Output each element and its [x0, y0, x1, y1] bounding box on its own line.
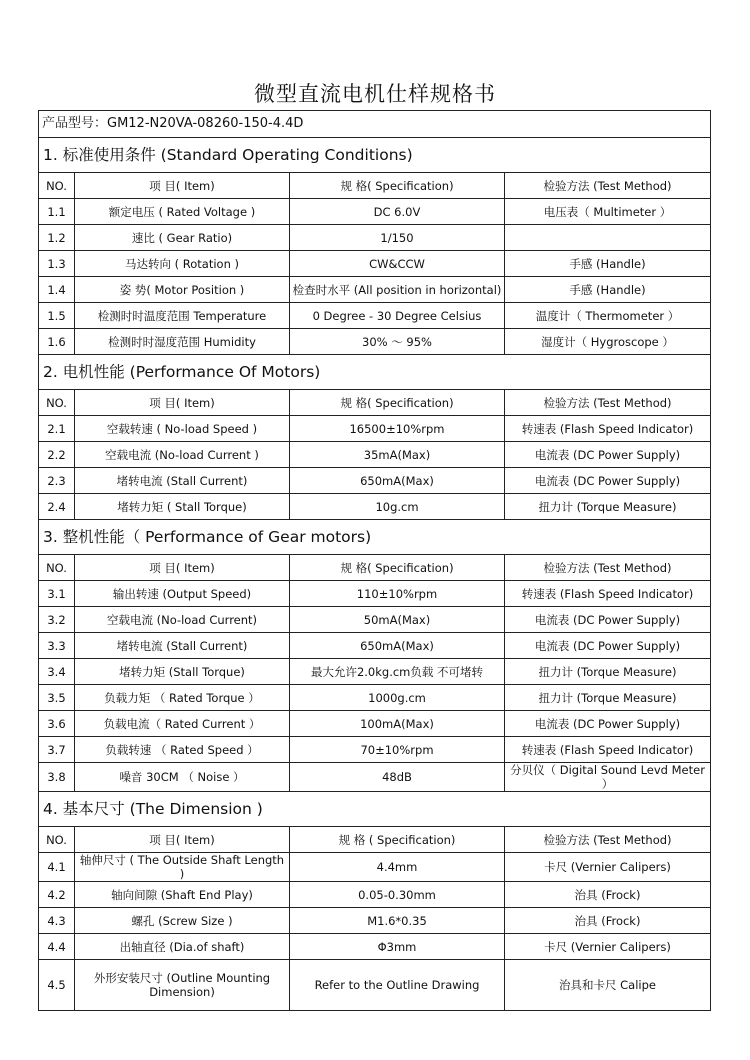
header-item: 项 目( Item)	[75, 827, 290, 853]
specification-value: 检查时水平 (All position in horizontal)	[290, 277, 505, 303]
item-number: 3.2	[39, 607, 75, 633]
test-method: 湿度计（ Hygroscope ）	[505, 329, 711, 355]
item-name: 速比 ( Gear Ratio)	[75, 225, 290, 251]
item-number: 2.3	[39, 468, 75, 494]
test-method: 电流表 (DC Power Supply)	[505, 607, 711, 633]
specification-value: 0.05-0.30mm	[290, 882, 505, 908]
specification-value: CW&CCW	[290, 251, 505, 277]
table-row	[39, 763, 711, 792]
test-method: 扭力计 (Torque Measure)	[505, 494, 711, 520]
header-specification: 规 格( Specification)	[290, 390, 505, 416]
header-no: NO.	[39, 173, 75, 199]
table-row	[39, 908, 711, 934]
test-method: 扭力计 (Torque Measure)	[505, 685, 711, 711]
item-name: 姿 势( Motor Position )	[75, 277, 290, 303]
item-name: 轴向间隙 (Shaft End Play)	[75, 882, 290, 908]
table-row	[39, 633, 711, 659]
table-row	[39, 416, 711, 442]
test-method: 转速表 (Flash Speed Indicator)	[505, 416, 711, 442]
table-header-row	[39, 555, 711, 581]
specification-value: M1.6*0.35	[290, 908, 505, 934]
table-row	[39, 251, 711, 277]
model-number: 产品型号：GM12-N20VA-08260-150-4.4D	[39, 111, 711, 138]
test-method: 治具 (Frock)	[505, 882, 711, 908]
item-name: 堵转力矩 (Stall Torque)	[75, 659, 290, 685]
section-title-row	[39, 138, 711, 173]
item-number: 2.2	[39, 442, 75, 468]
table-row	[39, 685, 711, 711]
item-number: 4.4	[39, 934, 75, 960]
specification-value: 650mA(Max)	[290, 468, 505, 494]
specification-value: 16500±10%rpm	[290, 416, 505, 442]
test-method: 卡尺 (Vernier Calipers)	[505, 934, 711, 960]
section-title-row	[39, 355, 711, 390]
table-row	[39, 934, 711, 960]
table-row	[39, 853, 711, 882]
section-title: 4. 基本尺寸 (The Dimension )	[39, 792, 711, 827]
item-number: 3.1	[39, 581, 75, 607]
specification-value: 35mA(Max)	[290, 442, 505, 468]
item-name: 轴伸尺寸 ( The Outside Shaft Length )	[75, 853, 290, 882]
item-name: 堵转电流 (Stall Current)	[75, 633, 290, 659]
test-method: 电流表 (DC Power Supply)	[505, 711, 711, 737]
item-number: 3.5	[39, 685, 75, 711]
item-number: 3.3	[39, 633, 75, 659]
table-header-row	[39, 390, 711, 416]
table-row	[39, 225, 711, 251]
item-number: 1.5	[39, 303, 75, 329]
header-item: 项 目( Item)	[75, 390, 290, 416]
table-row	[39, 199, 711, 225]
table-row	[39, 960, 711, 1011]
item-name: 空载电流 (No-load Current )	[75, 442, 290, 468]
header-no: NO.	[39, 390, 75, 416]
item-name: 负载转速 （ Rated Speed ）	[75, 737, 290, 763]
table-row	[39, 277, 711, 303]
document-title: 微型直流电机仕样规格书	[254, 82, 496, 106]
specification-table-body	[39, 111, 711, 1011]
specification-value: 1/150	[290, 225, 505, 251]
header-test-method: 检验方法 (Test Method)	[505, 390, 711, 416]
test-method: 治具 (Frock)	[505, 908, 711, 934]
test-method: 电压表（ Multimeter ）	[505, 199, 711, 225]
item-number: 1.2	[39, 225, 75, 251]
table-row	[39, 737, 711, 763]
table-row	[39, 711, 711, 737]
section-title: 3. 整机性能（ Performance of Gear motors)	[39, 520, 711, 555]
test-method: 治具和卡尺 Calipe	[505, 960, 711, 1011]
table-row	[39, 581, 711, 607]
header-item: 项 目( Item)	[75, 555, 290, 581]
specification-value: DC 6.0V	[290, 199, 505, 225]
specification-value: 最大允许2.0kg.cm负载 不可堵转	[290, 659, 505, 685]
item-name: 螺孔 (Screw Size )	[75, 908, 290, 934]
item-number: 1.4	[39, 277, 75, 303]
specification-value: 48dB	[290, 763, 505, 792]
header-specification: 规 格( Specification)	[290, 173, 505, 199]
specification-value: 0 Degree - 30 Degree Celsius	[290, 303, 505, 329]
item-name: 堵转电流 (Stall Current)	[75, 468, 290, 494]
item-name: 堵转力矩 ( Stall Torque)	[75, 494, 290, 520]
item-name: 出轴直径 (Dia.of shaft)	[75, 934, 290, 960]
table-row	[39, 468, 711, 494]
table-row	[39, 329, 711, 355]
test-method: 电流表 (DC Power Supply)	[505, 633, 711, 659]
item-name: 检测时时湿度范围 Humidity	[75, 329, 290, 355]
item-number: 1.1	[39, 199, 75, 225]
item-number: 4.2	[39, 882, 75, 908]
section-title: 2. 电机性能 (Performance Of Motors)	[39, 355, 711, 390]
item-name: 空载转速 ( No-load Speed )	[75, 416, 290, 442]
specification-value: 30% ～ 95%	[290, 329, 505, 355]
test-method: 分贝仪（ Digital Sound Levd Meter ）	[505, 763, 711, 792]
test-method: 手感 (Handle)	[505, 251, 711, 277]
table-row	[39, 442, 711, 468]
item-number: 4.1	[39, 853, 75, 882]
header-no: NO.	[39, 827, 75, 853]
item-name: 噪音 30CM （ Noise ）	[75, 763, 290, 792]
item-number: 3.7	[39, 737, 75, 763]
test-method: 转速表 (Flash Speed Indicator)	[505, 581, 711, 607]
item-number: 3.8	[39, 763, 75, 792]
item-name: 检测时时温度范围 Temperature	[75, 303, 290, 329]
item-name: 马达转向 ( Rotation )	[75, 251, 290, 277]
item-number: 4.3	[39, 908, 75, 934]
header-no: NO.	[39, 555, 75, 581]
specification-value: 10g.cm	[290, 494, 505, 520]
item-name: 负载电流（ Rated Current ）	[75, 711, 290, 737]
specification-value: 650mA(Max)	[290, 633, 505, 659]
specification-value: 70±10%rpm	[290, 737, 505, 763]
table-header-row	[39, 827, 711, 853]
test-method: 转速表 (Flash Speed Indicator)	[505, 737, 711, 763]
table-row	[39, 659, 711, 685]
specification-table	[38, 110, 711, 1011]
header-test-method: 检验方法 (Test Method)	[505, 555, 711, 581]
table-row	[39, 882, 711, 908]
specification-value: Φ3mm	[290, 934, 505, 960]
item-name: 额定电压 ( Rated Voltage )	[75, 199, 290, 225]
item-number: 1.3	[39, 251, 75, 277]
table-row	[39, 494, 711, 520]
test-method: 电流表 (DC Power Supply)	[505, 468, 711, 494]
specification-value: 4.4mm	[290, 853, 505, 882]
test-method: 电流表 (DC Power Supply)	[505, 442, 711, 468]
item-number: 2.4	[39, 494, 75, 520]
item-number: 3.6	[39, 711, 75, 737]
specification-value: 110±10%rpm	[290, 581, 505, 607]
table-row	[39, 303, 711, 329]
section-title-row	[39, 792, 711, 827]
table-row	[39, 607, 711, 633]
specification-value: 50mA(Max)	[290, 607, 505, 633]
item-number: 3.4	[39, 659, 75, 685]
item-name: 外形安装尺寸 (Outline Mounting Dimension)	[75, 960, 290, 1011]
header-test-method: 检验方法 (Test Method)	[505, 173, 711, 199]
model-row	[39, 111, 711, 138]
item-name: 空载电流 (No-load Current)	[75, 607, 290, 633]
item-number: 1.6	[39, 329, 75, 355]
item-name: 输出转速 (Output Speed)	[75, 581, 290, 607]
table-header-row	[39, 173, 711, 199]
header-specification: 规 格( Specification)	[290, 555, 505, 581]
section-title: 1. 标准使用条件 (Standard Operating Conditions)	[39, 138, 711, 173]
section-title-row	[39, 520, 711, 555]
test-method	[505, 225, 711, 251]
specification-value: 100mA(Max)	[290, 711, 505, 737]
item-number: 2.1	[39, 416, 75, 442]
test-method: 扭力计 (Torque Measure)	[505, 659, 711, 685]
header-test-method: 检验方法 (Test Method)	[505, 827, 711, 853]
item-number: 4.5	[39, 960, 75, 1011]
specification-value: 1000g.cm	[290, 685, 505, 711]
item-name: 负载力矩 （ Rated Torque ）	[75, 685, 290, 711]
specification-value: Refer to the Outline Drawing	[290, 960, 505, 1011]
test-method: 温度计（ Thermometer ）	[505, 303, 711, 329]
header-item: 项 目( Item)	[75, 173, 290, 199]
test-method: 手感 (Handle)	[505, 277, 711, 303]
test-method: 卡尺 (Vernier Calipers)	[505, 853, 711, 882]
header-specification: 规 格 ( Specification)	[290, 827, 505, 853]
